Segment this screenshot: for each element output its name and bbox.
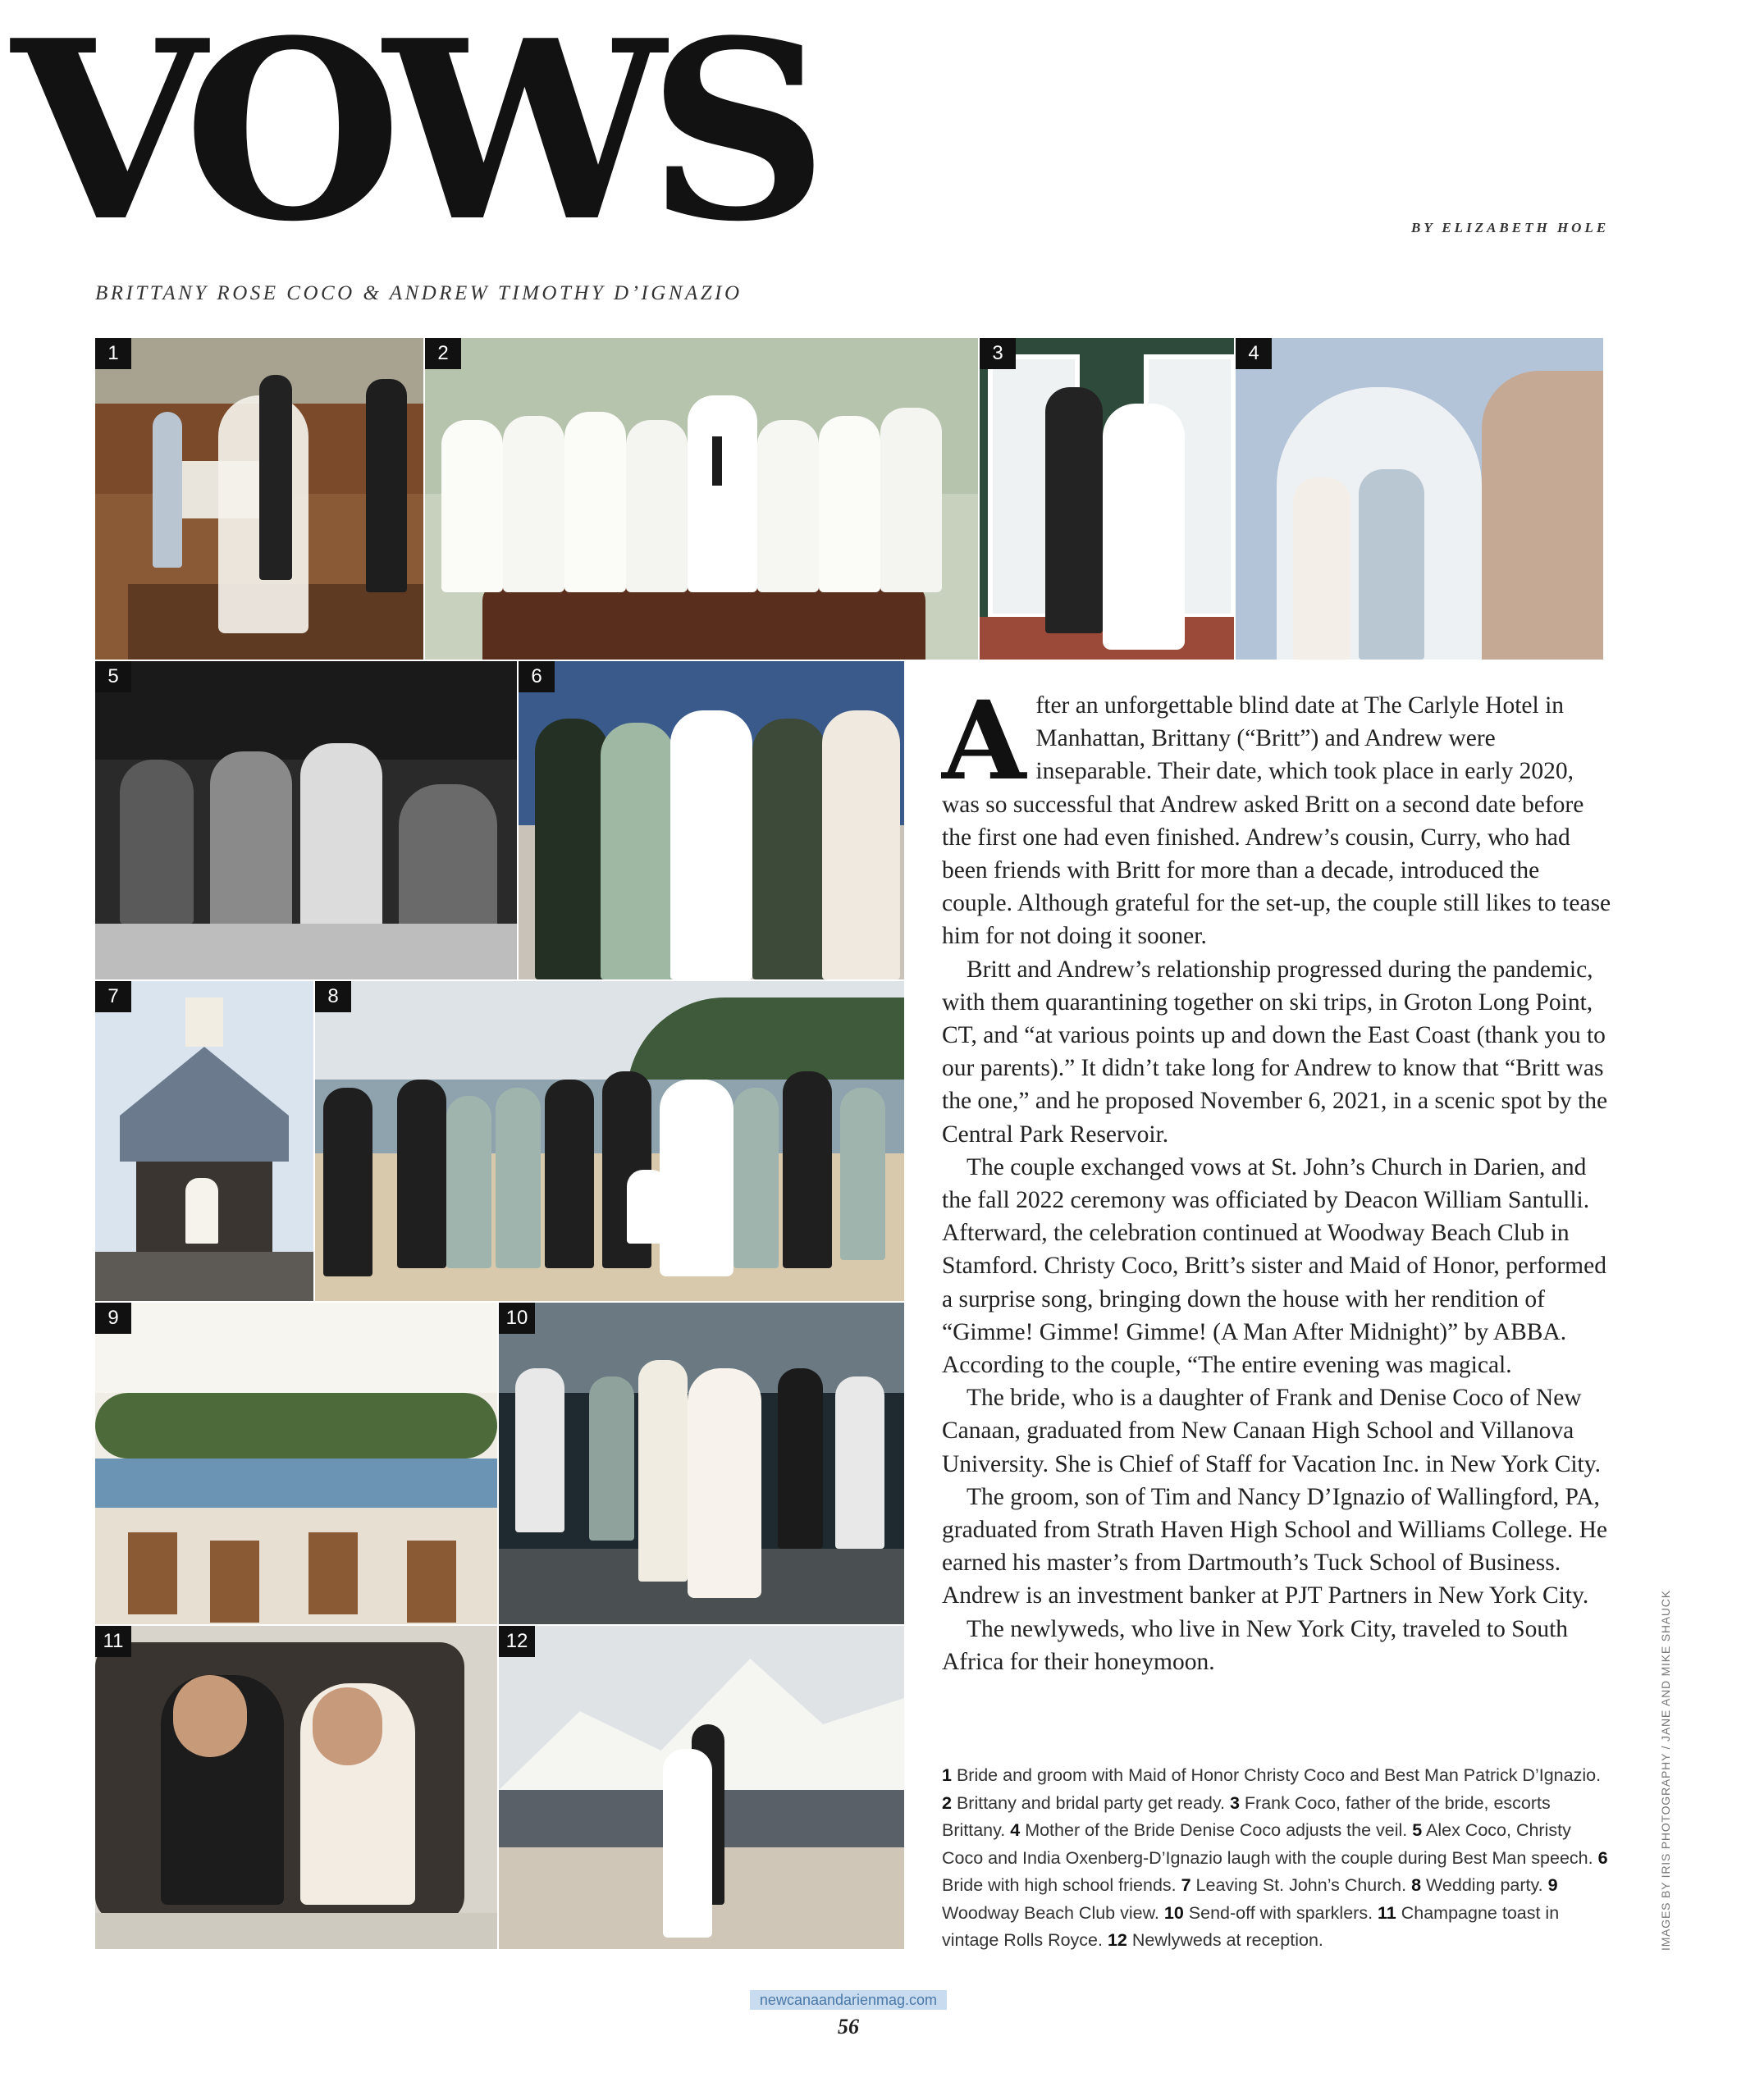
page-number: 56: [838, 2015, 859, 2038]
article-paragraph: The couple exchanged vows at St. John’s Church in Darien, and the fall 2022 ceremony was officiated by Deacon William Santulli. Afterward, the celebration continued at Woodway Beach Club in Stamford. Christy Coco, Britt’s sister and Maid of Honor, performed a surprise song, bringing down the house with her rendition of “Gimme! Gimme! Gimme! (A Man After Midnight)” by ABBA. According to the couple, “The entire evening was magical.: [942, 1153, 1606, 1379]
photo-number: 9: [95, 1303, 131, 1334]
photo-captions: 1 Bride and groom with Maid of Honor Christy Coco and Best Man Patrick D’Ignazio. 2 Brittany and bridal party get ready. 3 Frank Coco, father of the bride, escorts Brittany. 4 Mother of the Bride Denise Coco adjusts the veil. 5 Alex Coco, Christy Coco and India Oxenberg-D’Ignazio laugh with the couple during Best Man speech. 6 Bride with high school friends. 7 Leaving St. John’s Church. 8 Wedding party. 9 Woodway Beach Club view. 10 Send-off with sparklers. 11 Champagne toast in vintage Rolls Royce. 12 Newlyweds at reception.: [942, 1765, 1608, 1950]
photo-number: 10: [499, 1303, 535, 1334]
photo-number: 1: [95, 338, 131, 369]
photo-6: [519, 661, 904, 979]
article-paragraph: Britt and Andrew’s relationship progressed during the pandemic, with them quarantining together on ski trips, in Groton Long Point, CT, and “at various points up and down the East Coast (thank you to our parents).” It didn’t take long for Andrew to know that “Britt was the one,” and he proposed November 6, 2021, in a scenic spot by the Central Park Reservoir.: [942, 956, 1608, 1148]
website-link[interactable]: newcanaandarienmag.com: [750, 1990, 947, 2010]
photo-number: 2: [425, 338, 461, 369]
article-paragraph: The newlyweds, who live in New York City, traveled to South Africa for their honeymoon.: [942, 1615, 1569, 1675]
photo-number: 8: [315, 981, 351, 1012]
article-paragraph: After an unforgettable blind date at The Carlyle Hotel in Manhattan, Brittany (“Britt”) and Andrew were inseparable. Their date, which took place in early 2020, was so successful that Andrew asked Britt on a second date before the first one had even finished. Andrew’s cousin, Curry, who had been friends with Britt for more than a decade, introduced the couple. Although grateful for the set-up, the couple still likes to tease him for not doing it sooner.: [942, 678, 1611, 950]
photo-number: 7: [95, 981, 131, 1012]
photo-8: [315, 981, 904, 1301]
article-paragraph: The groom, son of Tim and Nancy D’Ignazio of Wallingford, PA, graduated from Strath Haven High School and Williams College. He earned his master’s from Dartmouth’s Tuck School of Business. Andrew is an investment banker at PJT Partners in New York City.: [942, 1483, 1607, 1609]
photo-10: [499, 1303, 904, 1624]
photo-4: [1236, 338, 1603, 660]
photo-7: [95, 981, 313, 1301]
photo-number: 3: [980, 338, 1016, 369]
photo-11: [95, 1626, 497, 1949]
photo-credit: IMAGES BY IRIS PHOTOGRAPHY / JANE AND MIKE SHAUCK: [1659, 1590, 1672, 1951]
couple-names: BRITTANY ROSE COCO & ANDREW TIMOTHY D’IGNAZIO: [95, 282, 743, 304]
photo-number: 6: [519, 661, 555, 692]
photo-number: 4: [1236, 338, 1272, 369]
article-paragraph: The bride, who is a daughter of Frank and Denise Coco of New Canaan, graduated from New Canaan High School and Villanova University. She is Chief of Staff for Vacation Inc. in New York City.: [942, 1385, 1601, 1477]
photo-12: [499, 1626, 904, 1949]
drop-cap: A: [942, 678, 1026, 805]
photo-2: [425, 338, 978, 660]
photo-number: 11: [95, 1626, 131, 1657]
photo-1: [95, 338, 423, 660]
photo-3: [980, 338, 1234, 660]
photo-9: [95, 1303, 497, 1624]
photo-number: 5: [95, 661, 131, 692]
photo-number: 12: [499, 1626, 535, 1657]
photo-5: [95, 661, 517, 979]
byline: BY ELIZABETH HOLE: [1411, 220, 1610, 235]
masthead-title: VOWS: [11, 0, 811, 276]
article-body: [942, 678, 1615, 1678]
